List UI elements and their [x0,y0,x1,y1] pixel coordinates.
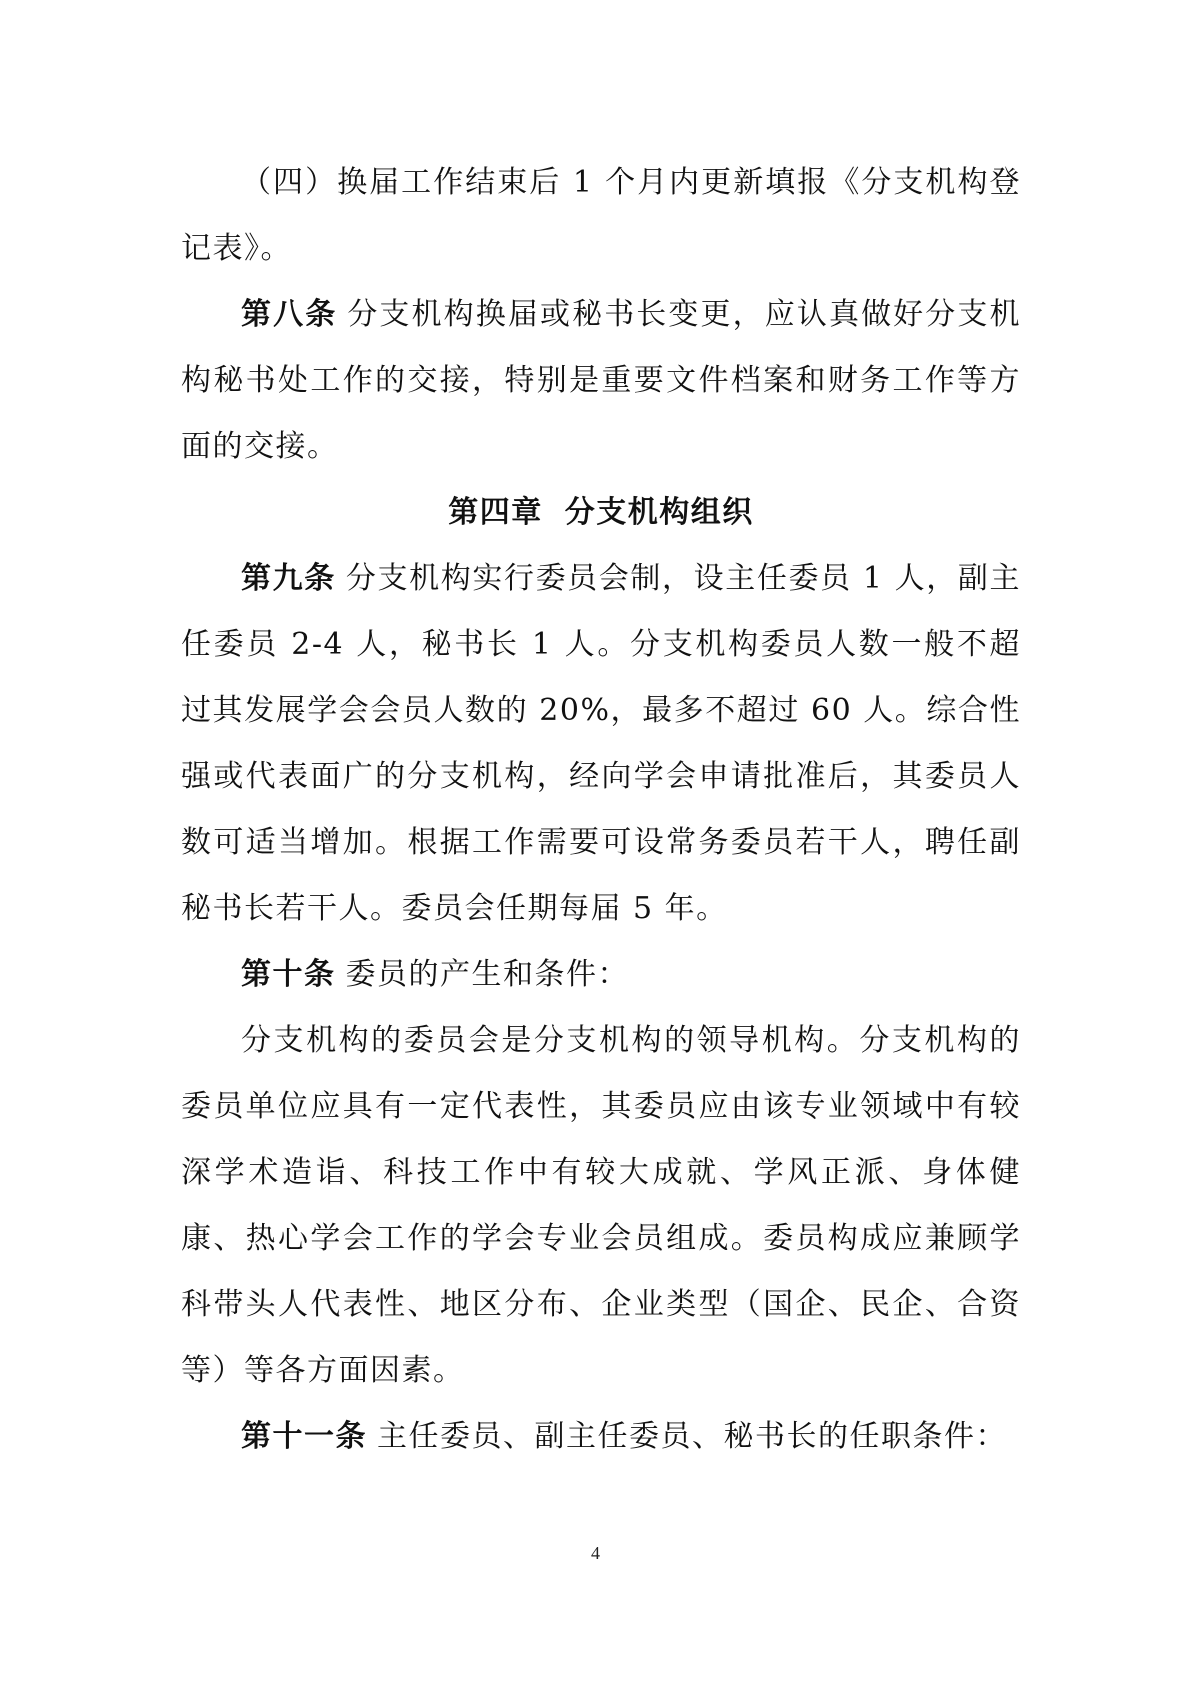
article-label: 第十条 [241,957,336,992]
page-number: 4 [591,1543,600,1563]
paragraph-item-four: （四）换届工作结束后 1 个月内更新填报《分支机构登记表》。 [181,165,1021,266]
article-label: 第八条 [241,297,338,332]
article-8 [181,282,1021,480]
article-label: 第十一条 [241,1419,367,1454]
document-body [181,150,1021,1470]
article-11 [181,1404,1021,1470]
article-9 [181,546,1021,942]
article-label: 第九条 [241,561,336,596]
article-text: 分支机构换届或秘书长变更，应认真做好分支机构秘书处工作的交接，特别是重要文件档案和财务工作等方面的交接。 [181,297,1022,464]
chapter-title: 分支机构组织 [564,495,754,530]
article-text: 委员的产生和条件： [345,957,629,992]
chapter-number: 第四章 [448,495,543,530]
article-10 [181,942,1021,1008]
chapter-heading [181,480,1021,546]
article-text: 主任委员、副主任委员、秘书长的任职条件： [377,1419,1007,1454]
paragraph-committee: 分支机构的委员会是分支机构的领导机构。分支机构的委员单位应具有一定代表性，其委员应由该专业领域中有较深学术造诣、科技工作中有较大成就、学风正派、身体健康、热心学会工作的学会专业会员组成。委员构成应兼顾学科带头人代表性、地区分布、企业类型（国企、民企、合资等）等各方面因素。 [181,1023,1021,1388]
article-text: 分支机构实行委员会制，设主任委员 1 人，副主任委员 2-4 人，秘书长 1 人。分支机构委员人数一般不超过其发展学会会员人数的 20%，最多不超过 60 人。综合性强或代表面广的分支机构，经向学会申请批准后，其委员人数可适当增加。根据工作需要可设常务委员若干人，聘任副秘书长若干人。委员会任期每届 5 年。 [181,561,1021,926]
